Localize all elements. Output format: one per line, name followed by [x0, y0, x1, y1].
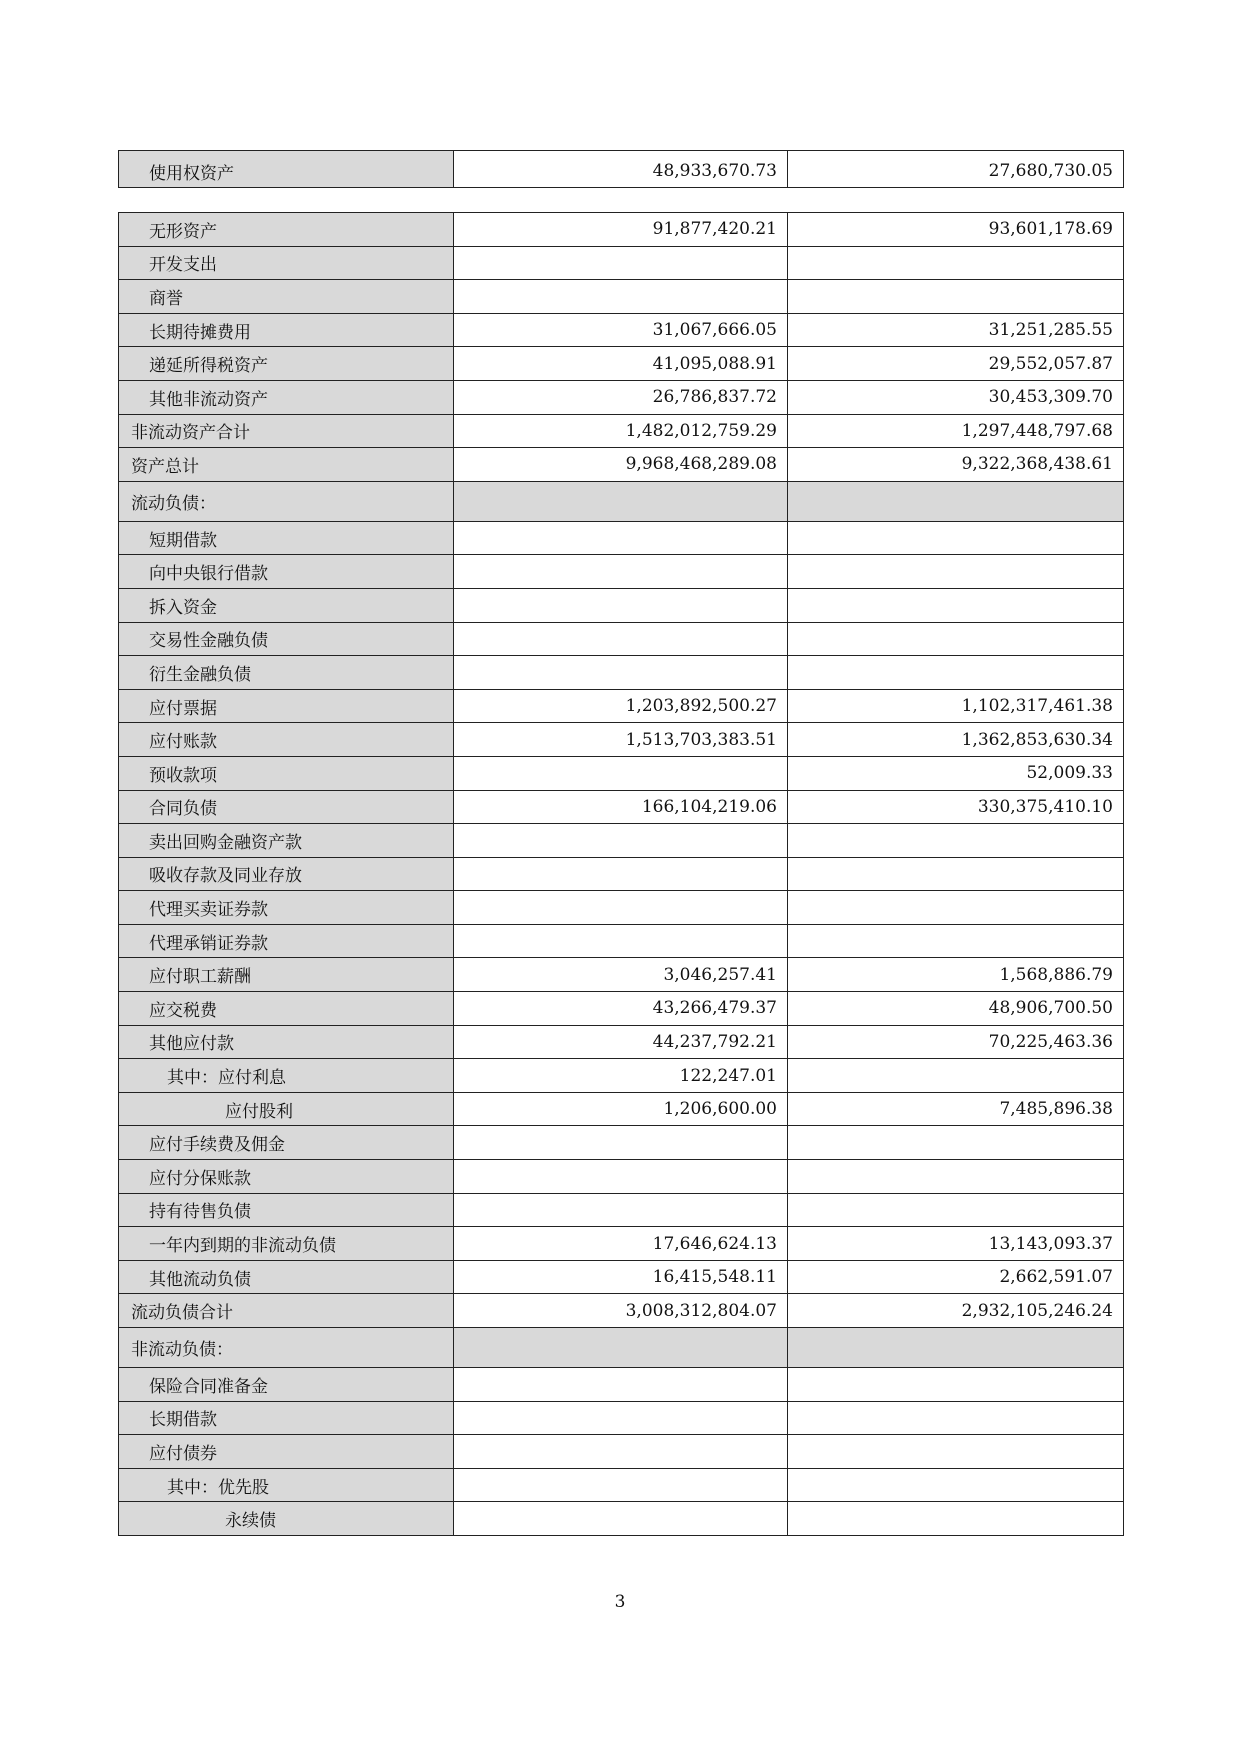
table-row — [119, 1468, 1124, 1502]
prior-value: 29,552,057.87 — [788, 347, 1124, 381]
table-row — [119, 992, 1124, 1026]
current-value — [454, 756, 788, 790]
row-label: 应付票据 — [119, 689, 454, 723]
row-label: 交易性金融负债 — [119, 622, 454, 656]
prior-value: 31,251,285.55 — [788, 313, 1124, 347]
table-row — [119, 414, 1124, 448]
prior-value: 1,297,448,797.68 — [788, 414, 1124, 448]
current-value: 1,482,012,759.29 — [454, 414, 788, 448]
row-label: 应交税费 — [119, 992, 454, 1026]
current-value — [454, 1160, 788, 1194]
row-label: 应付分保账款 — [119, 1160, 454, 1194]
row-label: 其他应付款 — [119, 1025, 454, 1059]
prior-value — [788, 1368, 1124, 1402]
row-label: 应付职工薪酬 — [119, 958, 454, 992]
current-value: 91,877,420.21 — [454, 213, 788, 247]
table-row — [119, 1227, 1124, 1261]
current-value: 166,104,219.06 — [454, 790, 788, 824]
table-row — [119, 1126, 1124, 1160]
row-label: 长期待摊费用 — [119, 313, 454, 347]
prior-value — [788, 1160, 1124, 1194]
table-row — [119, 857, 1124, 891]
row-label: 资产总计 — [119, 448, 454, 482]
section-header-row — [119, 1328, 1124, 1368]
table-row — [119, 1160, 1124, 1194]
prior-value — [788, 246, 1124, 280]
row-label: 使用权资产 — [119, 151, 454, 188]
prior-value — [788, 656, 1124, 690]
prior-value: 48,906,700.50 — [788, 992, 1124, 1026]
table-row — [119, 790, 1124, 824]
current-value — [454, 891, 788, 925]
table-row — [119, 723, 1124, 757]
table-row — [119, 347, 1124, 381]
prior-value: 1,568,886.79 — [788, 958, 1124, 992]
current-value — [454, 280, 788, 314]
current-value — [454, 1502, 788, 1536]
row-label: 长期借款 — [119, 1401, 454, 1435]
row-label: 代理买卖证券款 — [119, 891, 454, 925]
table-row — [119, 824, 1124, 858]
table-row — [119, 213, 1124, 247]
prior-value: 70,225,463.36 — [788, 1025, 1124, 1059]
prior-value — [788, 1193, 1124, 1227]
current-value: 1,203,892,500.27 — [454, 689, 788, 723]
row-label: 流动负债： — [119, 481, 454, 521]
table-row — [119, 1368, 1124, 1402]
prior-value — [788, 1435, 1124, 1469]
current-value — [454, 1368, 788, 1402]
table-row — [119, 689, 1124, 723]
row-label: 一年内到期的非流动负债 — [119, 1227, 454, 1261]
table-row — [119, 958, 1124, 992]
current-value — [454, 1435, 788, 1469]
table-row — [119, 1435, 1124, 1469]
prior-value — [788, 588, 1124, 622]
prior-value — [788, 521, 1124, 555]
current-value: 43,266,479.37 — [454, 992, 788, 1026]
current-value — [454, 824, 788, 858]
current-value: 17,646,624.13 — [454, 1227, 788, 1261]
prior-value: 2,662,591.07 — [788, 1260, 1124, 1294]
page-number: 3 — [614, 1592, 626, 1612]
current-value — [454, 1328, 788, 1368]
current-value: 41,095,088.91 — [454, 347, 788, 381]
row-label: 拆入资金 — [119, 588, 454, 622]
row-label: 非流动负债： — [119, 1328, 454, 1368]
table-row — [119, 1502, 1124, 1536]
section-header-row — [119, 481, 1124, 521]
row-label: 合同负债 — [119, 790, 454, 824]
prior-value — [788, 1328, 1124, 1368]
table-row — [119, 622, 1124, 656]
current-value — [454, 1193, 788, 1227]
prior-value — [788, 857, 1124, 891]
row-label: 应付手续费及佣金 — [119, 1126, 454, 1160]
prior-value: 27,680,730.05 — [788, 151, 1124, 188]
row-label: 永续债 — [119, 1502, 454, 1536]
row-label: 其中：优先股 — [119, 1468, 454, 1502]
table-row — [119, 656, 1124, 690]
row-label: 商誉 — [119, 280, 454, 314]
table-row — [119, 1059, 1124, 1093]
table-row — [119, 280, 1124, 314]
table-row — [119, 1025, 1124, 1059]
row-label: 无形资产 — [119, 213, 454, 247]
prior-value — [788, 1401, 1124, 1435]
row-label: 卖出回购金融资产款 — [119, 824, 454, 858]
top-table — [118, 150, 1124, 188]
prior-value — [788, 555, 1124, 589]
table-row — [119, 1294, 1124, 1328]
prior-value: 13,143,093.37 — [788, 1227, 1124, 1261]
row-label: 向中央银行借款 — [119, 555, 454, 589]
current-value — [454, 1401, 788, 1435]
row-label: 递延所得税资产 — [119, 347, 454, 381]
row-label: 开发支出 — [119, 246, 454, 280]
row-label: 保险合同准备金 — [119, 1368, 454, 1402]
prior-value — [788, 891, 1124, 925]
prior-value: 9,322,368,438.61 — [788, 448, 1124, 482]
current-value: 122,247.01 — [454, 1059, 788, 1093]
current-value — [454, 481, 788, 521]
table-row — [119, 891, 1124, 925]
prior-value — [788, 1468, 1124, 1502]
row-label: 流动负债合计 — [119, 1294, 454, 1328]
prior-value: 93,601,178.69 — [788, 213, 1124, 247]
current-value: 9,968,468,289.08 — [454, 448, 788, 482]
row-label: 衍生金融负债 — [119, 656, 454, 690]
current-value — [454, 521, 788, 555]
current-value — [454, 857, 788, 891]
table-row — [119, 448, 1124, 482]
table-row — [119, 1401, 1124, 1435]
table-row — [119, 1193, 1124, 1227]
current-value: 3,046,257.41 — [454, 958, 788, 992]
table-row — [119, 151, 1124, 188]
table-row — [119, 756, 1124, 790]
table-row — [119, 380, 1124, 414]
row-label: 应付账款 — [119, 723, 454, 757]
current-value: 31,067,666.05 — [454, 313, 788, 347]
prior-value — [788, 924, 1124, 958]
prior-value — [788, 824, 1124, 858]
table-row — [119, 313, 1124, 347]
prior-value — [788, 1126, 1124, 1160]
current-value — [454, 622, 788, 656]
current-value: 16,415,548.11 — [454, 1260, 788, 1294]
prior-value — [788, 481, 1124, 521]
row-label: 其他流动负债 — [119, 1260, 454, 1294]
current-value — [454, 1468, 788, 1502]
prior-value: 52,009.33 — [788, 756, 1124, 790]
current-value: 44,237,792.21 — [454, 1025, 788, 1059]
prior-value: 1,102,317,461.38 — [788, 689, 1124, 723]
current-value — [454, 656, 788, 690]
table-row — [119, 924, 1124, 958]
prior-value: 2,932,105,246.24 — [788, 1294, 1124, 1328]
table-row — [119, 1092, 1124, 1126]
row-label: 应付债券 — [119, 1435, 454, 1469]
row-label: 持有待售负债 — [119, 1193, 454, 1227]
current-value — [454, 924, 788, 958]
prior-value — [788, 1059, 1124, 1093]
table-row — [119, 555, 1124, 589]
current-value — [454, 588, 788, 622]
row-label: 非流动资产合计 — [119, 414, 454, 448]
current-value — [454, 555, 788, 589]
current-value: 26,786,837.72 — [454, 380, 788, 414]
current-value — [454, 246, 788, 280]
prior-value: 7,485,896.38 — [788, 1092, 1124, 1126]
table-row — [119, 1260, 1124, 1294]
row-label: 短期借款 — [119, 521, 454, 555]
current-value — [454, 1126, 788, 1160]
row-label: 其中：应付利息 — [119, 1059, 454, 1093]
prior-value — [788, 622, 1124, 656]
prior-value: 330,375,410.10 — [788, 790, 1124, 824]
row-label: 应付股利 — [119, 1092, 454, 1126]
prior-value — [788, 280, 1124, 314]
current-value: 1,206,600.00 — [454, 1092, 788, 1126]
balance-sheet-table — [118, 212, 1124, 1536]
row-label: 吸收存款及同业存放 — [119, 857, 454, 891]
current-value: 3,008,312,804.07 — [454, 1294, 788, 1328]
row-label: 代理承销证券款 — [119, 924, 454, 958]
table-row — [119, 588, 1124, 622]
prior-value: 1,362,853,630.34 — [788, 723, 1124, 757]
row-label: 其他非流动资产 — [119, 380, 454, 414]
row-label: 预收款项 — [119, 756, 454, 790]
current-value: 48,933,670.73 — [454, 151, 788, 188]
table-row — [119, 521, 1124, 555]
table-row — [119, 246, 1124, 280]
prior-value — [788, 1502, 1124, 1536]
current-value: 1,513,703,383.51 — [454, 723, 788, 757]
prior-value: 30,453,309.70 — [788, 380, 1124, 414]
